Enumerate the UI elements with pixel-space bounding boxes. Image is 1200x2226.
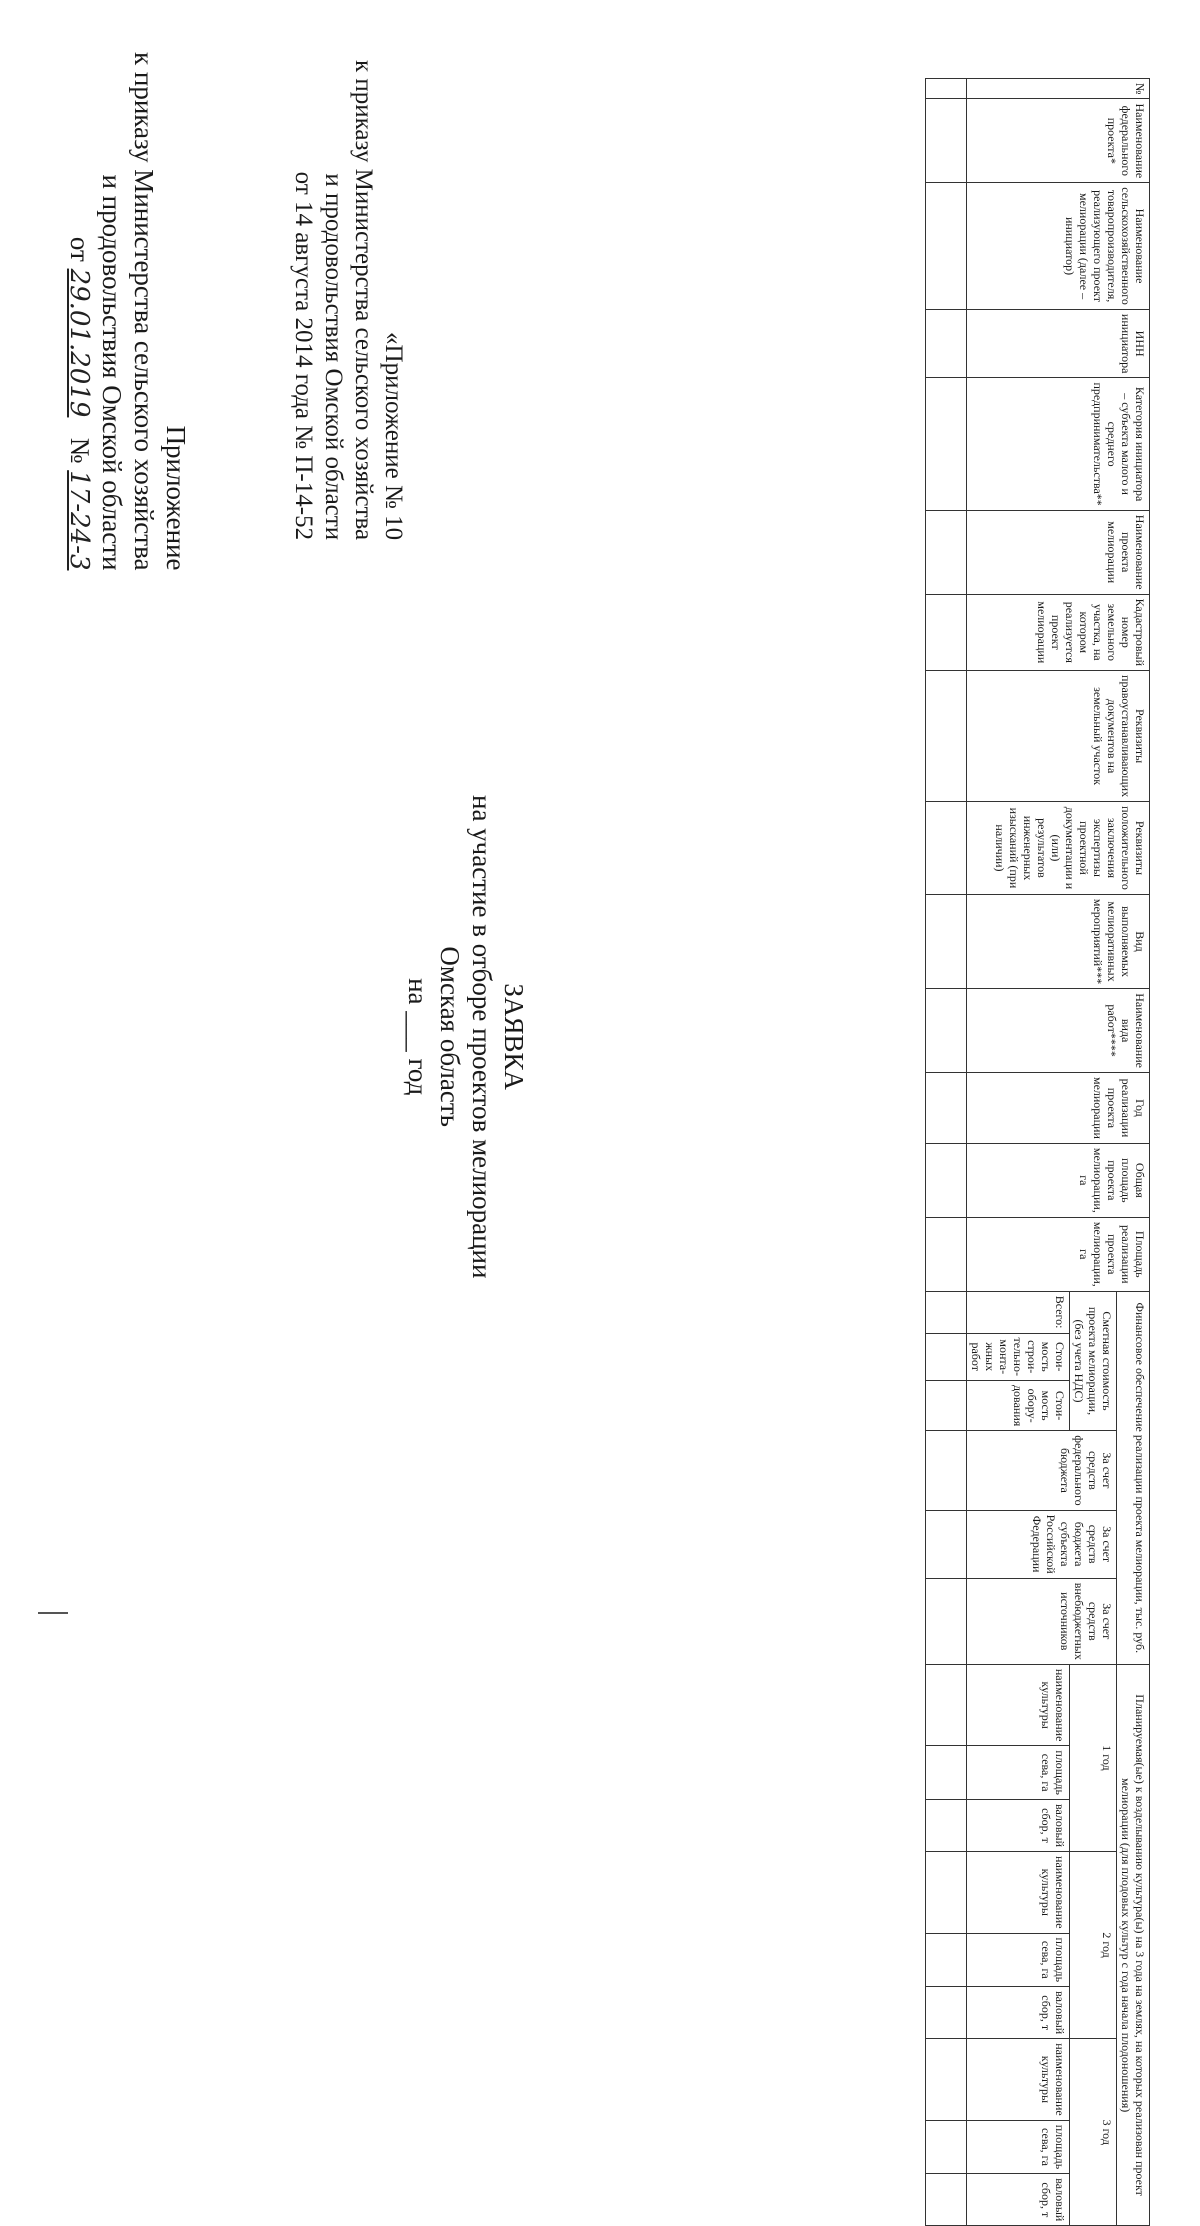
table-cell: [926, 378, 967, 510]
table-cell: [926, 802, 967, 895]
y1-sowing-area: площадь сева, га: [967, 1746, 1070, 1800]
header-number-handwritten: 17-24-3: [64, 470, 94, 571]
table-cell: [926, 510, 967, 594]
header-appendix-10: [288, 60, 408, 540]
col-expertise: Реквизиты положительного заключения экспертизы проектной документации и (или) результатов инженерных изысканий (при наличии): [967, 802, 1150, 895]
y2-sowing-area: площадь сева, га: [967, 1933, 1070, 1987]
header-date-prefix: от: [65, 236, 95, 262]
header-line1: Приложение: [161, 425, 191, 571]
col-sme-category: Категория инициатора – субъекта малого и среднего предпринимательства**: [967, 378, 1150, 510]
estimate-construction: Стои-мость строи-тельно-монта-жных работ: [967, 1333, 1070, 1380]
col-year: Год реализации проекта мелиорации: [967, 1072, 1150, 1143]
fed-budget-header: За счет средств федерального бюджета: [967, 1431, 1117, 1510]
document-title: [402, 795, 530, 1278]
region-budget-header: За счет средств бюджета субъекта Российской Федерации: [967, 1510, 1117, 1578]
table-row: [926, 79, 967, 2226]
header2-line4: от 14 августа 2014 года № П-14-52: [290, 171, 317, 541]
table-cell: [926, 1664, 967, 1746]
y1-gross-yield: валовый сбор, т: [967, 1799, 1070, 1851]
table-cell: [926, 2174, 967, 2226]
header-line3: и продовольствия Омской области: [97, 174, 127, 571]
year1-header: 1 год: [1070, 1664, 1117, 1851]
table-cell: [926, 1333, 967, 1380]
y2-gross-yield: валовый сбор, т: [967, 1987, 1070, 2039]
table-cell: [926, 309, 967, 378]
table-cell: [926, 594, 967, 670]
col-number-header: №: [967, 79, 1150, 99]
title-line4: на ___ год: [403, 978, 433, 1096]
col-implementation-area: Площадь реализации проекта мелиорации, га: [967, 1217, 1150, 1291]
scan-mark: [38, 1612, 68, 1614]
header-appendix: [63, 52, 192, 570]
estimate-total: Всего:: [967, 1291, 1070, 1333]
table-cell: [926, 2120, 967, 2174]
table-cell: [926, 1217, 967, 1291]
col-work-type: Наименование вида работ****: [967, 989, 1150, 1073]
table-cell: [926, 99, 967, 183]
table-cell: [926, 79, 967, 99]
table-cell: [926, 1799, 967, 1851]
finance-header: Финансовое обеспечение реализации проекта мелиорации, тыс. руб.: [1117, 1291, 1150, 1664]
table-cell: [926, 1431, 967, 1510]
table-cell: [926, 1852, 967, 1934]
table-cell: [926, 2039, 967, 2121]
table-cell: [926, 1987, 967, 2039]
table-cell: [926, 183, 967, 310]
table-cell: [926, 1510, 967, 1578]
y3-gross-yield: валовый сбор, т: [967, 2174, 1070, 2226]
header-line4: [63, 52, 96, 570]
estimate-equipment: Стои-мость обору-дования: [967, 1380, 1070, 1430]
col-project-name: Наименование проекта мелиорации: [967, 510, 1150, 594]
y2-crop-name: наименование культуры: [967, 1852, 1070, 1934]
table-cell: [926, 671, 967, 802]
table-cell: [926, 894, 967, 988]
col-cadastral-number: Кадастровый номер земельного участка, на котором реализуется проект мелиорации: [967, 594, 1150, 670]
header-line2: к приказу Министерства сельского хозяйства: [129, 52, 159, 571]
col-federal-project: Наименование федерального проекта*: [967, 99, 1150, 183]
col-inn: ИНН инициатора: [967, 309, 1150, 378]
col-producer-name: Наименование сельскохозяйственного товаропроизводителя, реализующего проект мелиорации (далее – инициатор): [967, 183, 1150, 310]
table-cell: [926, 989, 967, 1073]
table-cell: [926, 1072, 967, 1143]
table-cell: [926, 1578, 967, 1664]
table-cell: [926, 1380, 967, 1430]
estimate-header: Сметная стоимость проекта мелиорации, (без учета НДС): [1070, 1291, 1117, 1431]
col-title-documents: Реквизиты правоустанавливающих документов на земельный участок: [967, 671, 1150, 802]
header2-line2: к приказу Министерства сельского хозяйства: [350, 60, 377, 541]
y1-crop-name: наименование культуры: [967, 1664, 1070, 1746]
header-number-sign: №: [65, 437, 95, 464]
y3-sowing-area: площадь сева, га: [967, 2120, 1070, 2174]
header2-line1: «Приложение № 10: [380, 332, 407, 541]
offbudget-header: За счет средств внебюджетных источников: [967, 1578, 1117, 1664]
title-line1: ЗАЯВКА: [499, 983, 529, 1090]
header-date-handwritten: 29.01.2019: [64, 268, 94, 418]
table-cell: [926, 1291, 967, 1333]
year3-header: 3 год: [1070, 2039, 1117, 2226]
title-line2: на участие в отборе проектов мелиорации: [467, 795, 497, 1279]
col-total-area: Общая площадь проекта мелиорации, га: [967, 1143, 1150, 1217]
y3-crop-name: наименование культуры: [967, 2039, 1070, 2121]
year2-header: 2 год: [1070, 1852, 1117, 2039]
table-cell: [926, 1746, 967, 1800]
table-cell: [926, 1143, 967, 1217]
table-cell: [926, 1933, 967, 1987]
crops-header: Планируемая(ые) к возделыванию культура(ы) на 3 года на землях, на которых реализован проект мелиорации (для плодовых культур с года начала плодоношения): [1117, 1664, 1150, 2225]
title-line3: Омская область: [435, 946, 465, 1127]
col-activity-type: Вид выполняемых мелиоративных мероприятий***: [967, 894, 1150, 988]
application-table: [925, 78, 1150, 2226]
header2-line3: и продовольствия Омской области: [320, 173, 347, 541]
